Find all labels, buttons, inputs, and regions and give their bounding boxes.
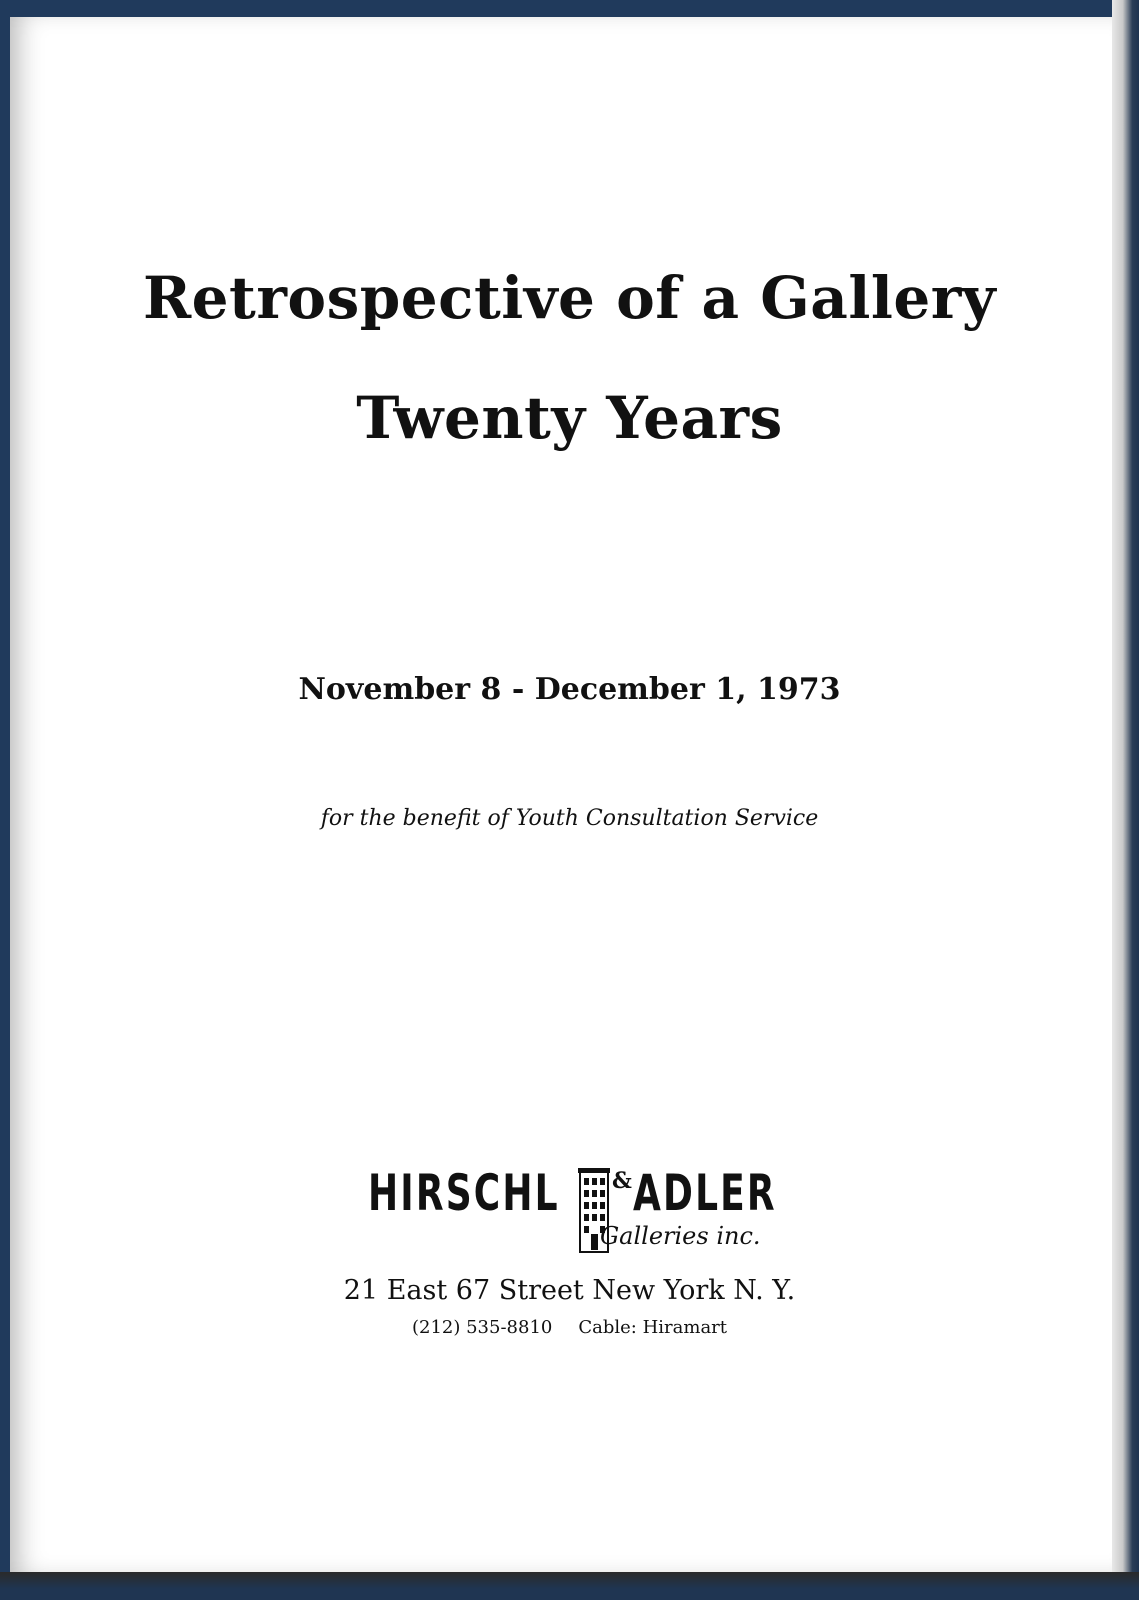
title-line-2: Twenty Years (356, 384, 783, 452)
page-edge-right (1112, 0, 1139, 1600)
benefit-line: for the benefit of Youth Consultation Service (320, 806, 819, 831)
gallery-address: 21 East 67 Street New York N. Y. (343, 1275, 796, 1306)
logo-ampersand: & (612, 1168, 632, 1194)
gallery-logo (368, 1164, 800, 1258)
exhibition-dates: November 8 - December 1, 1973 (298, 672, 841, 707)
catalog-title-page (10, 17, 1112, 1572)
logo-word-adler: ADLER (633, 1164, 777, 1222)
logo-word-hirschl: HIRSCHL (368, 1164, 560, 1222)
logo-galleries-script: Galleries inc. (600, 1222, 761, 1250)
cable-address: Cable: Hiramart (578, 1317, 728, 1338)
title-line-1: Retrospective of a Gallery (142, 264, 997, 332)
page-edge-bottom (0, 1572, 1139, 1600)
phone-number: (212) 535-8810 (411, 1317, 553, 1338)
contact-line (0, 1317, 1139, 1338)
